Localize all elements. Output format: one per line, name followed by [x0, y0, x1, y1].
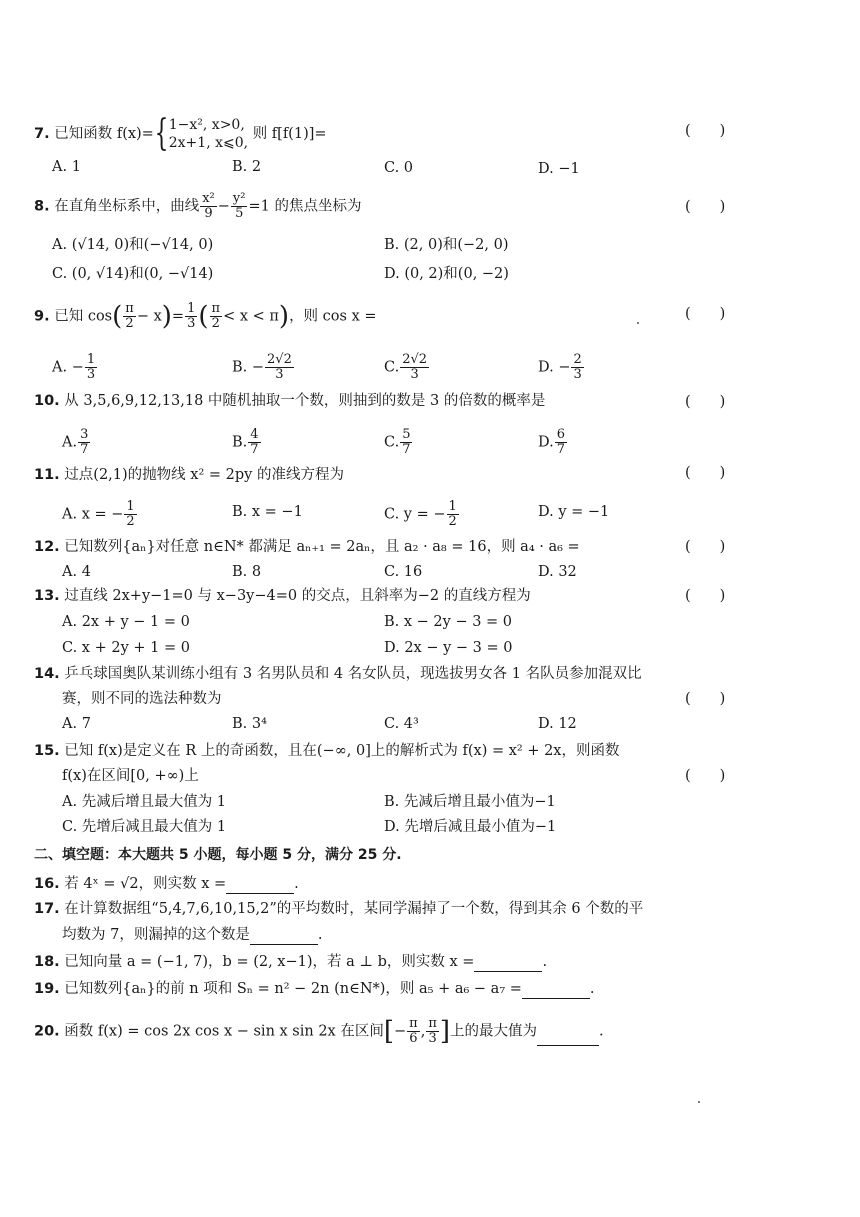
fraction: $\frac{\pi}{2}$: [211, 301, 221, 331]
option-d: D. $\frac{6}{7}$: [538, 427, 565, 457]
answer-paren: ( ): [685, 465, 726, 481]
answer-paren: ( ): [685, 394, 726, 410]
question-16: 16. 若 4ˣ = √2，则实数 x = .: [34, 876, 299, 892]
option-a: A. $\frac{3}{7}$: [62, 427, 89, 457]
question-number: 9.: [34, 308, 50, 325]
option-a: A. − $\frac{1}{3}$: [52, 352, 96, 382]
option-a: A. 1: [52, 159, 81, 175]
option-a: A. 先减后增且最大值为 1: [62, 794, 227, 810]
option-d: D. 2x − y − 3 = 0: [384, 640, 513, 656]
question-number: 14.: [34, 666, 60, 682]
option-a: A. x = − $\frac{1}{2}$: [62, 499, 135, 529]
question-15-stem-line2: f(x)在区间[0, +∞)上: [62, 768, 199, 784]
question-7-stem: 7. 已知函数 f(x)={ 1−x², x>0, 2x+1, x⩽0, 则 f[f(1)]=: [34, 113, 327, 154]
question-number: 18.: [34, 954, 60, 970]
answer-blank[interactable]: [226, 877, 294, 894]
question-17-stem-line2: 均数为 7，则漏掉的这个数是 .: [62, 927, 323, 943]
question-number: 10.: [34, 393, 60, 409]
question-number: 12.: [34, 539, 60, 555]
option-b: B. (2, 0)和(−2, 0): [384, 237, 509, 253]
fraction: $\frac{\text{y²}}{5}$: [232, 191, 246, 221]
answer-paren: ( ): [685, 691, 726, 707]
option-c: C. $\frac{2√2}{3}$: [384, 352, 428, 382]
option-c: C. (0, √14)和(0, −√14): [52, 266, 214, 282]
answer-blank[interactable]: [522, 982, 590, 999]
scan-speck: [698, 1101, 700, 1103]
fraction: $\frac{\pi}{2}$: [125, 301, 134, 331]
question-number: 20.: [34, 1023, 60, 1040]
question-number: 13.: [34, 588, 60, 604]
option-a: A. (√14, 0)和(−√14, 0): [52, 237, 214, 253]
question-17-stem: 17. 在计算数据组“5,4,7,6,10,15,2”的平均数时，某同学漏掉了一个数，得到其余 6 个数的平: [34, 901, 644, 917]
option-b: B. 先减后增且最小值为−1: [384, 794, 556, 810]
question-number: 7.: [34, 126, 50, 142]
option-d: D. 先增后减且最小值为−1: [384, 819, 557, 835]
option-d: D. (0, 2)和(0, −2): [384, 266, 509, 282]
fraction: $\frac{\pi}{3}$: [428, 1016, 437, 1046]
option-a: A. 4: [62, 564, 91, 580]
answer-paren: ( ): [685, 199, 726, 215]
option-b: B. 2: [232, 159, 262, 175]
answer-blank[interactable]: [250, 928, 318, 945]
option-c: C. $\frac{5}{7}$: [384, 427, 411, 457]
answer-blank[interactable]: [537, 1029, 599, 1046]
option-c: C. x + 2y + 1 = 0: [62, 640, 190, 656]
option-a: A. 7: [62, 716, 91, 732]
option-c: C. 16: [384, 564, 423, 580]
fraction: $\frac{\pi}{6}$: [409, 1016, 418, 1046]
answer-paren: ( ): [685, 306, 726, 322]
question-11-stem: 11. 过点(2,1)的抛物线 x² = 2py 的准线方程为: [34, 467, 344, 483]
question-number: 17.: [34, 901, 60, 917]
question-15-stem: 15. 已知 f(x)是定义在 R 上的奇函数，且在(−∞, 0]上的解析式为 f(x) = x² + 2x，则函数: [34, 743, 620, 759]
question-number: 8.: [34, 198, 50, 215]
question-14-stem-line2: 赛，则不同的选法种数为: [62, 691, 222, 707]
brace: {: [154, 113, 169, 154]
answer-paren: ( ): [685, 768, 726, 784]
option-c: C. 0: [384, 160, 414, 176]
answer-paren: ( ): [685, 123, 726, 139]
question-20: 20. 函数 f(x) = cos 2x cos x − sin x sin 2x 在区间[− $\frac{\pi}{6}$ , $\frac{\pi}{3}$ ]上的最大值为 .: [34, 1016, 604, 1047]
question-12-stem: 12. 已知数列{aₙ}对任意 n∈N* 都满足 aₙ₊₁ = 2aₙ，且 a₂ · a₈ = 16，则 a₄ · a₆ =: [34, 539, 580, 555]
question-14-stem: 14. 乒乓球国奥队某训练小组有 3 名男队员和 4 名女队员，现选拔男女各 1 名队员参加混双比: [34, 666, 642, 682]
question-number: 16.: [34, 876, 60, 892]
question-9-stem: 9. 已知 cos( $\frac{\pi}{2}$ − x)= $\frac{1}{3}$ ( $\frac{\pi}{2}$ < x < π)，则 cos x =: [34, 301, 377, 332]
question-10-stem: 10. 从 3,5,6,9,12,13,18 中随机抽取一个数，则抽到的数是 3 的倍数的概率是: [34, 393, 546, 409]
option-b: B. − $\frac{2√2}{3}$: [232, 352, 292, 382]
option-d: D. − $\frac{2}{3}$: [538, 352, 582, 382]
scan-speck: [637, 322, 639, 324]
answer-paren: ( ): [685, 588, 726, 604]
option-b: B. x − 2y − 3 = 0: [384, 614, 513, 630]
option-b: B. 3⁴: [232, 716, 267, 732]
section-title: 二、填空题：本大题共 5 小题，每小题 5 分，满分 25 分.: [34, 847, 402, 863]
option-b: B. 8: [232, 564, 262, 580]
answer-paren: ( ): [685, 539, 726, 555]
question-number: 11.: [34, 467, 60, 483]
option-d: D. −1: [538, 161, 580, 177]
question-13-stem: 13. 过直线 2x+y−1=0 与 x−3y−4=0 的交点，且斜率为−2 的直线方程为: [34, 588, 531, 604]
answer-blank[interactable]: [474, 955, 542, 972]
question-8-stem: 8. 在直角坐标系中，曲线 $\frac{\text{x²}}{9}$ − $\frac{\text{y²}}{5}$ =1 的焦点坐标为: [34, 191, 362, 221]
fraction: $\frac{\text{x²}}{9}$: [202, 191, 215, 221]
option-c: C. 先增后减且最大值为 1: [62, 819, 227, 835]
option-d: D. y = −1: [538, 504, 610, 520]
question-19: 19. 已知数列{aₙ}的前 n 项和 Sₙ = n² − 2n (n∈N*)，则 a₅ + a₆ − a₇ = .: [34, 981, 595, 997]
option-c: C. y = − $\frac{1}{2}$: [384, 499, 457, 529]
option-d: D. 32: [538, 564, 577, 580]
option-b: B. $\frac{4}{7}$: [232, 427, 259, 457]
question-18: 18. 已知向量 a = (−1, 7)，b = (2, x−1)，若 a ⊥ b，则实数 x = .: [34, 954, 548, 970]
fraction: $\frac{1}{3}$: [187, 301, 196, 331]
option-d: D. 12: [538, 716, 577, 732]
option-a: A. 2x + y − 1 = 0: [62, 614, 190, 630]
option-b: B. x = −1: [232, 504, 303, 520]
option-c: C. 4³: [384, 716, 419, 732]
question-number: 19.: [34, 981, 60, 997]
question-number: 15.: [34, 743, 60, 759]
